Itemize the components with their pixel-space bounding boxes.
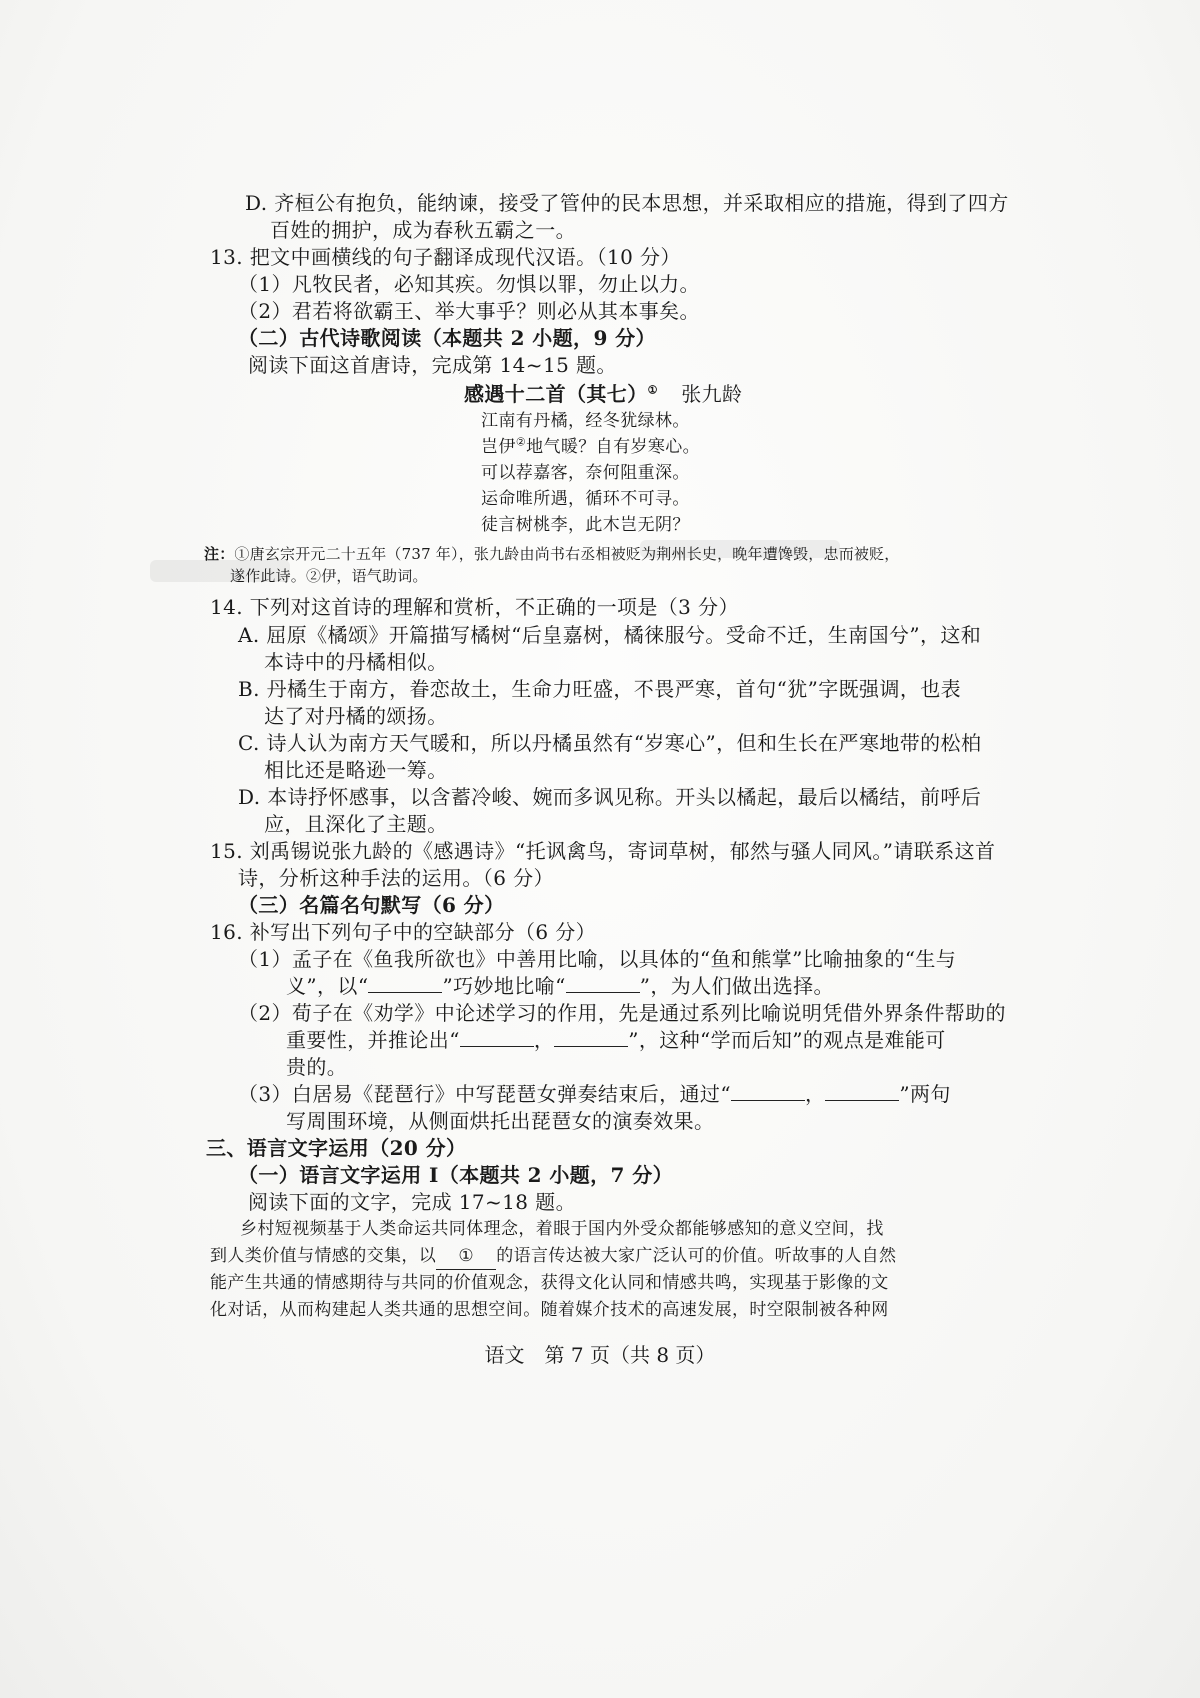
poem-line-5: 徒言树桃李，此木岂无阴？ [481, 515, 690, 535]
q14-option-c-cont: 相比还是略逊一筹。 [264, 758, 448, 782]
q16-part-3-cont: 写周围环境，从侧面烘托出琵琶女的演奏效果。 [286, 1109, 715, 1133]
fill-blank[interactable] [566, 974, 640, 993]
q16-stem: 16. 补写出下列句子中的空缺部分（6 分） [210, 920, 597, 944]
q13-sentence-2: （2）君若将欲霸王、举大事乎？则必从其本事矣。 [238, 299, 700, 323]
q14-option-b-cont: 达了对丹橘的颂扬。 [264, 704, 448, 728]
poem-title [464, 381, 742, 407]
poem-line-2-b: 地气暖？自有岁寒心。 [526, 437, 701, 457]
q16-part-1-text-c: ”，为人们做出选择。 [639, 974, 834, 998]
q16-part-2: （2）荀子在《劝学》中论述学习的作用，先是通过系列比喻说明凭借外界条件帮助的 [238, 1001, 1006, 1025]
q16-part-3 [238, 1081, 951, 1107]
q16-part-2-text-a: 重要性，并推论出“ [286, 1028, 460, 1052]
part3-intro: 阅读下面的文字，完成 17~18 题。 [248, 1190, 576, 1214]
poem-title-note-marker: ① [647, 383, 658, 397]
q16-part-2-end: 贵的。 [286, 1055, 348, 1079]
poem-note-1-cont: 遂作此诗。②伊，语气助词。 [230, 567, 428, 585]
passage-line-2-b: 的语言传达被大家广泛认可的价值。听故事的人自然 [496, 1246, 897, 1266]
q14-option-b: B. 丹橘生于南方，眷恋故土，生命力旺盛，不畏严寒，首句“犹”字既强调，也表 [238, 677, 962, 701]
poem-note-1: ①唐玄宗开元二十五年（737 年），张九龄由尚书右丞相被贬为荆州长史，晚年遭馋毁，忠而被贬， [234, 545, 900, 563]
fill-blank[interactable] [460, 1028, 534, 1047]
q14-option-a-cont: 本诗中的丹橘相似。 [264, 650, 448, 674]
part3-heading: 三、语言文字运用（20 分） [206, 1136, 467, 1160]
q16-part-2-text-b: ， [533, 1028, 555, 1052]
fill-blank[interactable] [825, 1082, 899, 1101]
q16-part-3-text-c: ”两句 [899, 1082, 951, 1106]
q16-part-3-text-b: ， [804, 1082, 826, 1106]
q13-stem: 13. 把文中画横线的句子翻译成现代汉语。（10 分） [210, 245, 681, 269]
page-footer: 语文 第 7 页（共 8 页） [484, 1343, 716, 1367]
q16-part-1-cont [286, 973, 834, 999]
passage-line-1: 乡村短视频基于人类命运共同体理念，着眼于国内外受众都能够感知的意义空间，找 [240, 1219, 884, 1239]
poem-line-2-a: 岂伊 [481, 437, 516, 457]
fill-blank[interactable] [368, 974, 442, 993]
passage-line-4: 化对话，从而构建起人类共通的思想空间。随着媒介技术的高速发展，时空限制被各种网 [210, 1300, 889, 1320]
q16-part-1-text-b: ”巧妙地比喻“ [442, 974, 566, 998]
q14-option-c: C. 诗人认为南方天气暖和，所以丹橘虽然有“岁寒心”，但和生长在严寒地带的松柏 [238, 731, 982, 755]
poem-author: 张九龄 [681, 382, 743, 406]
poem-line-4: 运命唯所遇，循环不可寻。 [481, 489, 690, 509]
q15-stem: 15. 刘禹锡说张九龄的《感遇诗》“托讽禽鸟，寄词草树，郁然与骚人同风。”请联系这首 [210, 839, 996, 863]
q14-option-a: A. 屈原《橘颂》开篇描写橘树“后皇嘉树，橘徕服兮。受命不迁，生南国兮”，这和 [238, 623, 982, 647]
poem-notes [204, 544, 900, 564]
poem-title-text: 感遇十二首（其七） [464, 382, 648, 406]
q13-sentence-1: （1）凡牧民者，必知其疾。勿惧以罪，勿止以力。 [238, 272, 700, 296]
poem-line-1: 江南有丹橘，经冬犹绿林。 [481, 411, 690, 431]
q16-part-1-text-a: 义”，以“ [286, 974, 369, 998]
q15-stem-cont: 诗，分析这种手法的运用。（6 分） [238, 866, 554, 890]
fill-blank[interactable] [554, 1028, 628, 1047]
q16-part-2-text-c: ”，这种“学而后知”的观点是难能可 [628, 1028, 946, 1052]
fill-blank[interactable] [731, 1082, 805, 1101]
passage-line-2 [210, 1243, 896, 1270]
q14-option-d-cont: 应，且深化了主题。 [264, 812, 448, 836]
poem-line-3: 可以荐嘉客，奈何阻重深。 [481, 463, 690, 483]
passage-blank-1[interactable]: ① [436, 1243, 496, 1270]
poem-line-2-note-marker: ② [515, 435, 527, 449]
poem-notes-label: 注： [204, 545, 235, 563]
q16-part-3-text-a: （3）白居易《琵琶行》中写琵琶女弹奏结束后，通过“ [238, 1082, 731, 1106]
q16-part-1: （1）孟子在《鱼我所欲也》中善用比喻，以具体的“鱼和熊掌”比喻抽象的“生与 [238, 947, 957, 971]
poem-line-2 [481, 434, 700, 460]
q12-option-d: D. 齐桓公有抱负，能纳谏，接受了管仲的民本思想，并采取相应的措施，得到了四方 [245, 191, 1009, 215]
q16-part-2-cont [286, 1027, 946, 1053]
q12-option-d-cont: 百姓的拥护，成为春秋五霸之一。 [270, 218, 576, 242]
part3-subheading: （一）语言文字运用 Ⅰ（本题共 2 小题，7 分） [238, 1163, 674, 1187]
section-poetry-heading: （二）古代诗歌阅读（本题共 2 小题，9 分） [238, 326, 656, 350]
q14-option-d: D. 本诗抒怀感事，以含蓄冷峻、婉而多讽见称。开头以橘起，最后以橘结，前呼后 [238, 785, 982, 809]
q14-stem: 14. 下列对这首诗的理解和赏析，不正确的一项是（3 分） [210, 595, 739, 619]
section-poetry-intro: 阅读下面这首唐诗，完成第 14~15 题。 [248, 353, 617, 377]
passage-line-2-a: 到人类价值与情感的交集，以 [210, 1246, 437, 1266]
section-recitation-heading: （三）名篇名句默写（6 分） [238, 893, 505, 917]
passage-line-3: 能产生共通的情感期待与共同的价值观念，获得文化认同和情感共鸣，实现基于影像的文 [210, 1273, 889, 1293]
